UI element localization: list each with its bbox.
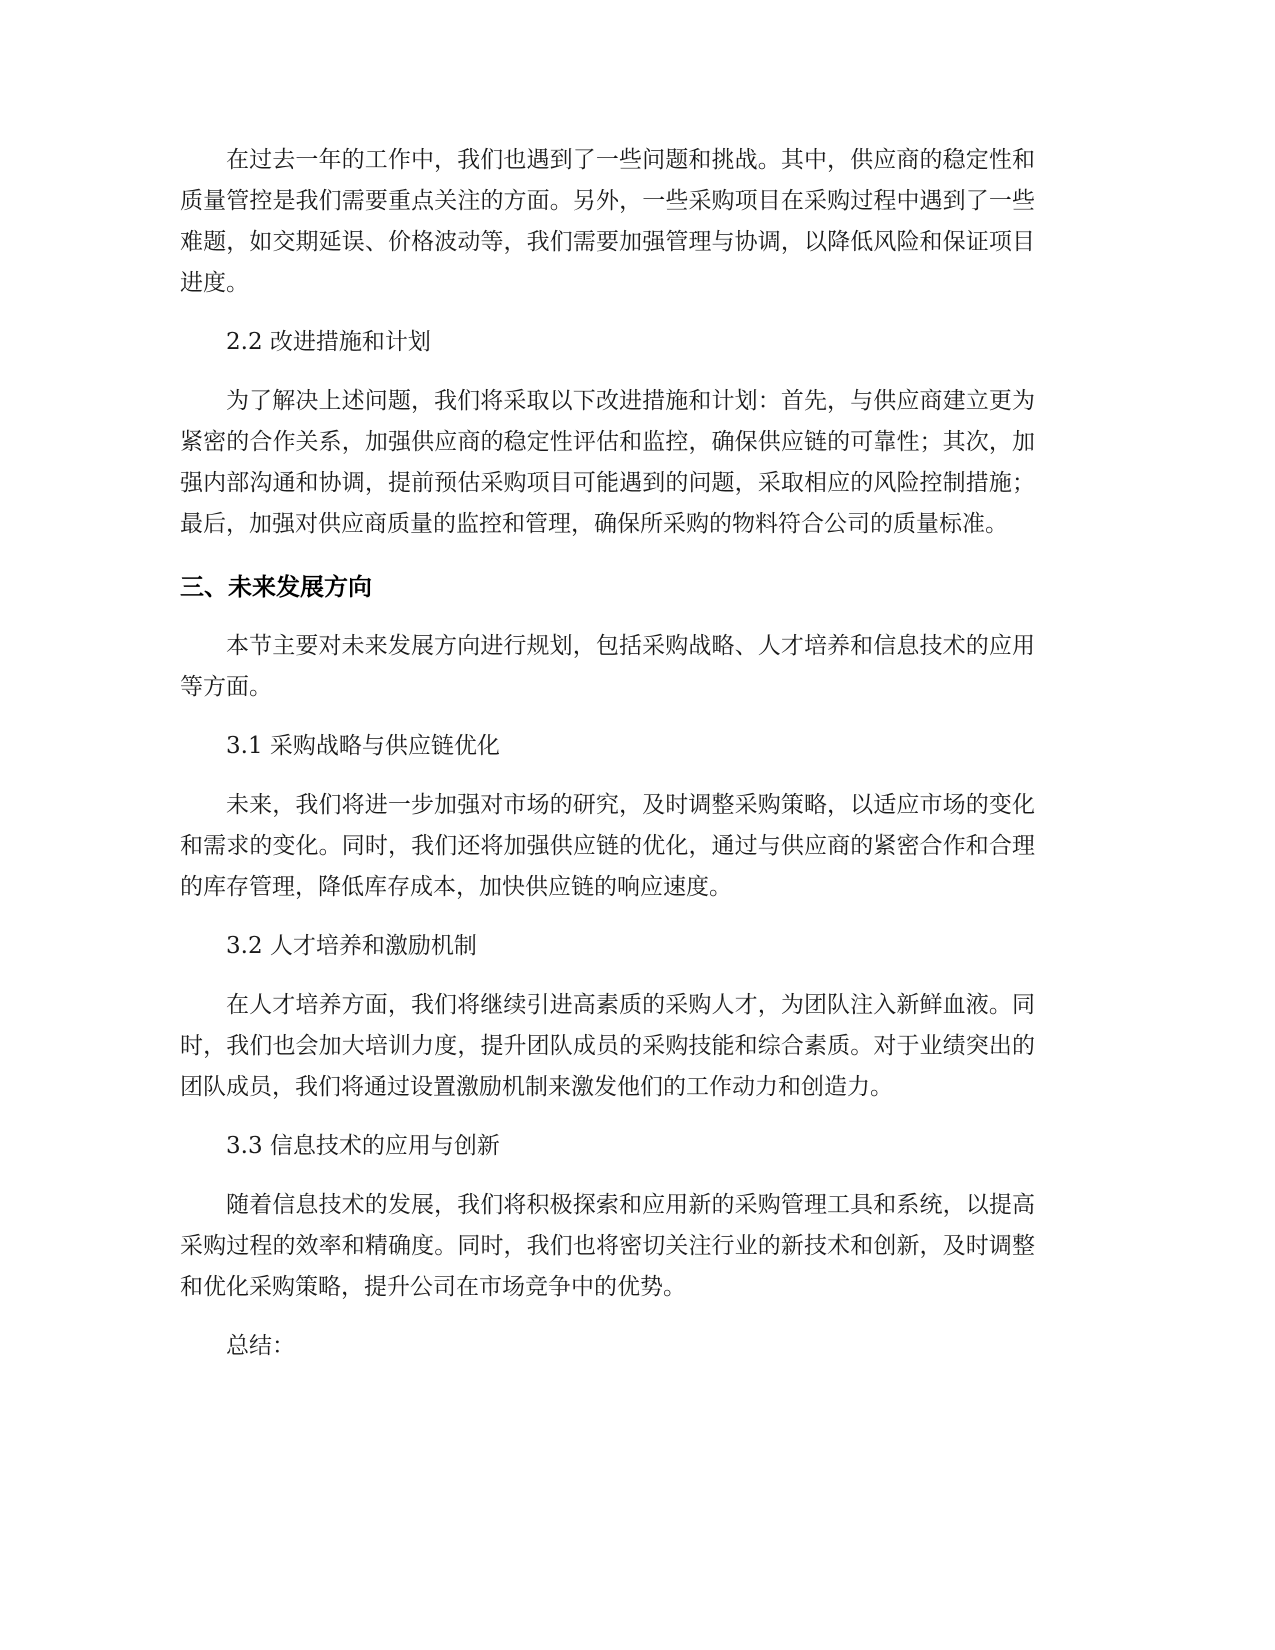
section-title-3: 三、未来发展方向 <box>180 573 372 601</box>
subheading-3-3: 3.3 信息技术的应用与创新 <box>226 1133 500 1159</box>
subheading-2-2: 2.2 改进措施和计划 <box>226 329 431 355</box>
paragraph-improvements: 为了解决上述问题，我们将采取以下改进措施和计划：首先，与供应商建立更为紧密的合作关系，加强供应商的稳定性评估和监控，确保供应链的可靠性；其次，加强内部沟通和协调，提前预估采购项目可能遇到的问题，采取相应的风险控制措施；最后，加强对供应商质量的监控和管理，确保所采购的物料符合公司的质量标准。 <box>180 388 1035 537</box>
subheading-3-1: 3.1 采购战略与供应链优化 <box>226 733 500 759</box>
paragraph-talent: 在人才培养方面，我们将继续引进高素质的采购人才，为团队注入新鲜血液。同时，我们也会加大培训力度，提升团队成员的采购技能和综合素质。对于业绩突出的团队成员，我们将通过设置激励机制来激发他们的工作动力和创造力。 <box>180 992 1035 1100</box>
document-page <box>180 140 1035 1367</box>
paragraph-it: 随着信息技术的发展，我们将积极探索和应用新的采购管理工具和系统，以提高采购过程的效率和精确度。同时，我们也将密切关注行业的新技术和创新，及时调整和优化采购策略，提升公司在市场竞争中的优势。 <box>180 1192 1035 1300</box>
paragraph-section3-intro: 本节主要对未来发展方向进行规划，包括采购战略、人才培养和信息技术的应用等方面。 <box>180 633 1035 700</box>
summary-label: 总结： <box>226 1333 295 1359</box>
paragraph-challenges: 在过去一年的工作中，我们也遇到了一些问题和挑战。其中，供应商的稳定性和质量管控是我们需要重点关注的方面。另外，一些采购项目在采购过程中遇到了一些难题，如交期延误、价格波动等，我们需要加强管理与协调，以降低风险和保证项目进度。 <box>180 147 1035 296</box>
subheading-3-2: 3.2 人才培养和激励机制 <box>226 933 477 959</box>
paragraph-strategy: 未来，我们将进一步加强对市场的研究，及时调整采购策略，以适应市场的变化和需求的变化。同时，我们还将加强供应链的优化，通过与供应商的紧密合作和合理的库存管理，降低库存成本，加快供应链的响应速度。 <box>180 792 1035 900</box>
